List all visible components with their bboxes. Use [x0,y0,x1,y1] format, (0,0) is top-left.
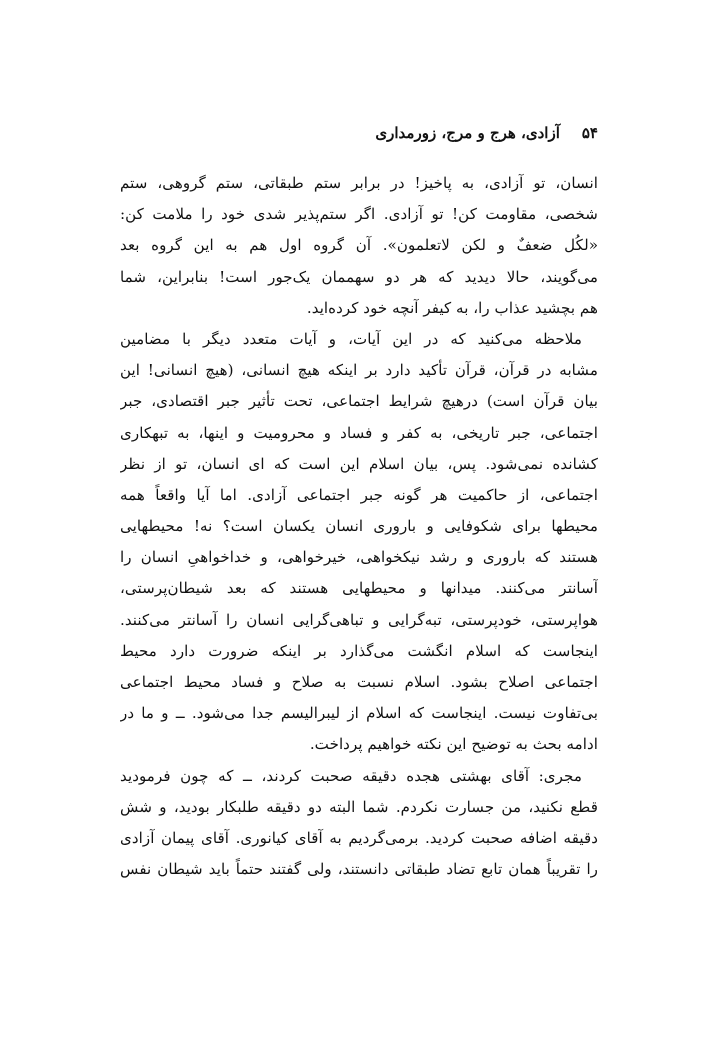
page-number: ۵۴ [581,124,598,142]
text-line: آسانتر می‌کنند. میدانها و محیطهایی هستند که بعد شیطان‌پرستی، [120,579,598,598]
text-line: بی‌تفاوت نیست. اینجاست که اسلام از لیبرالیسم جدا می‌شود. ــ و ما در [120,704,598,723]
text-line: شخصی، مقاومت کن! تو آزادی. اگر ستم‌پذیر شدی خود را ملامت کن: [120,205,598,224]
text-line: بیان قرآن است) درهیچ شرایط اجتماعی، تحت تأثیر جبر اقتصادی، جبر [120,392,598,411]
text-line: انسان، تو آزادی، به پاخیز! در برابر ستم طبقاتی، ستم گروهی، ستم [120,174,598,192]
text-line: هواپرستی، خودپرستی، تبه‌گرایی و تباهی‌گرایی انسان را آسانتر می‌کنند. [120,610,598,629]
body-text [120,168,598,885]
text-line: محیطها برای شکوفایی و باروری انسان یکسان است؟ نه! محیطهایی [120,517,598,536]
text-line: ملاحظه می‌کنید که در این آیات، و آیات متعدد دیگر با مضامین [120,329,582,348]
page-header [120,120,598,146]
text-line: اجتماعی، از حاکمیت هر گونه جبر اجتماعی آزادی. اما آیا واقعاً همه [120,485,598,504]
text-line: ادامه بحث به توضیح این نکته خواهیم پرداخت. [309,735,598,754]
text-line: مجری: آقای بهشتی هجده دقیقه صحبت کردند، ــ که چون فرمودید [120,766,582,785]
text-line: اجتماعی، جبر تاریخی، به کفر و فساد و محرومیت و اینها، به تبهکاری [120,423,598,442]
text-line: دقیقه اضافه صحبت کردید. برمی‌گردیم به آقای کیانوری. آقای پیمان آزادی [120,828,598,847]
text-line: «لکُل ضعفٌ و لکن لاتعلمون». آن گروه اول هم به این گروه بعد [120,236,598,255]
text-line: هم بچشید عذاب را، به کیفر آنچه خود کرده‌اید. [306,298,598,317]
text-line: قطع نکنید، من جسارت نکردم. شما البته دو دقیقه طلبکار بودید، و شش [120,797,598,816]
text-line: هستند که باروری و رشد نیکخواهی، خیرخواهی، و خداخواهیِ انسان را [120,548,598,567]
text-line: می‌گویند، حالا دیدید که هر دو سهممان یک‌جور است! بنابراین، شما [120,267,598,286]
text-line: اینجاست که اسلام انگشت می‌گذارد بر اینکه ضرورت دارد محیط [120,641,598,660]
text-line: را تقریباً همان تابع تضاد طبقاتی دانستند، ولی گفتند حتماً باید شیطان نفس [120,860,598,879]
running-title: آزادی، هرج و مرج، زورمداری [375,124,560,142]
text-line: مشابه در قرآن، قرآن تأکید دارد بر اینکه هیچ انسانی، (هیچ انسانی! این [120,361,598,380]
text-line: کشانده نمی‌شود. پس، بیان اسلام این است که ای انسان، تو از نظر [120,454,598,473]
text-line: اجتماعی اصلاح بشود. اسلام نسبت به صلاح و فساد محیط اجتماعی [120,673,598,691]
